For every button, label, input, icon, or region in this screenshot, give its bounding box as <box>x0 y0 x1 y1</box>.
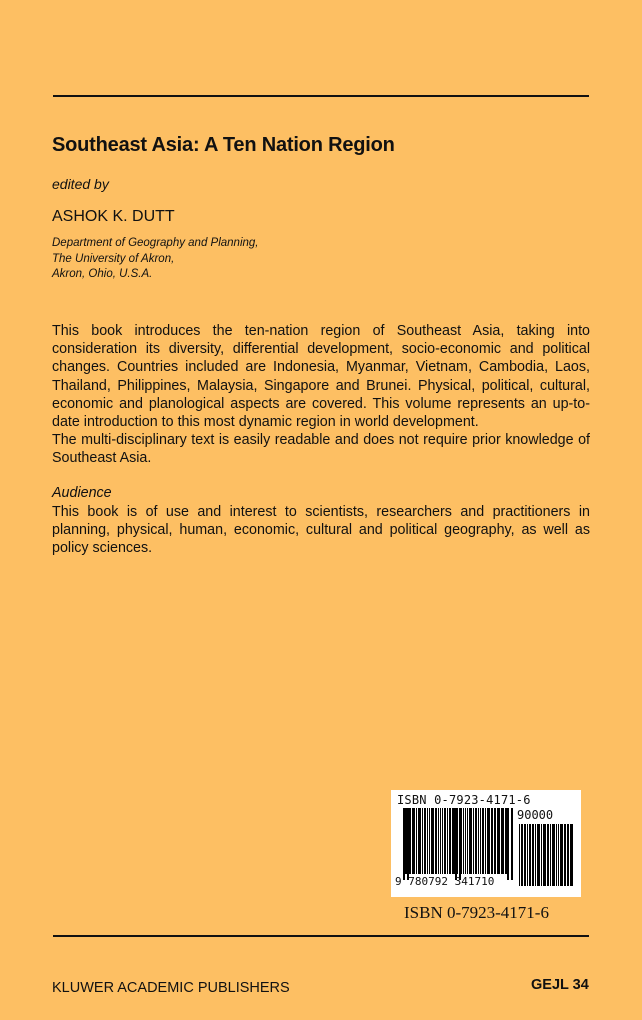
audience-heading: Audience <box>52 485 112 501</box>
description-paragraph: This book introduces the ten-nation region of Southeast Asia, taking into consideration its diversity, differential development, socio-economic and political changes. Countries included are Indonesia, Myanmar, Vietnam, Cambodia, Laos, Thailand, Philippines, Malaysia, Singapore and Brunei. Physical, political, cultural, economic and planological aspects are covered. This volume represents an up-to-date introduction to this most dynamic region in world development. <box>52 323 590 431</box>
catalog-code: GEJL 34 <box>531 977 589 993</box>
description-paragraph: The multi-disciplinary text is easily readable and does not require prior knowledge of Southeast Asia. <box>52 432 590 467</box>
author-name: ASHOK K. DUTT <box>52 208 175 225</box>
affiliation-line: Akron, Ohio, U.S.A. <box>52 268 153 280</box>
barcode <box>391 790 581 897</box>
barcode-digits: 9 780792 341710 <box>395 875 495 888</box>
affiliation-line: Department of Geography and Planning, <box>52 237 259 249</box>
barcode-isbn-text: ISBN 0-7923-4171-6 <box>397 793 531 807</box>
publisher-name: KLUWER ACADEMIC PUBLISHERS <box>52 980 290 996</box>
edited-by-label: edited by <box>52 176 109 192</box>
bottom-rule <box>53 935 589 937</box>
isbn-text: ISBN 0-7923-4171-6 <box>404 903 549 922</box>
top-rule <box>53 95 589 97</box>
affiliation-line: The University of Akron, <box>52 252 175 265</box>
barcode-addon-number: 90000 <box>517 808 554 822</box>
book-title: Southeast Asia: A Ten Nation Region <box>52 134 395 156</box>
book-description <box>52 322 590 468</box>
audience-text: This book is of use and interest to scientists, researchers and practitioners in planning, physical, human, economic, cultural and political geography, as well as policy sciences. <box>52 504 590 557</box>
author-affiliation <box>52 236 259 283</box>
